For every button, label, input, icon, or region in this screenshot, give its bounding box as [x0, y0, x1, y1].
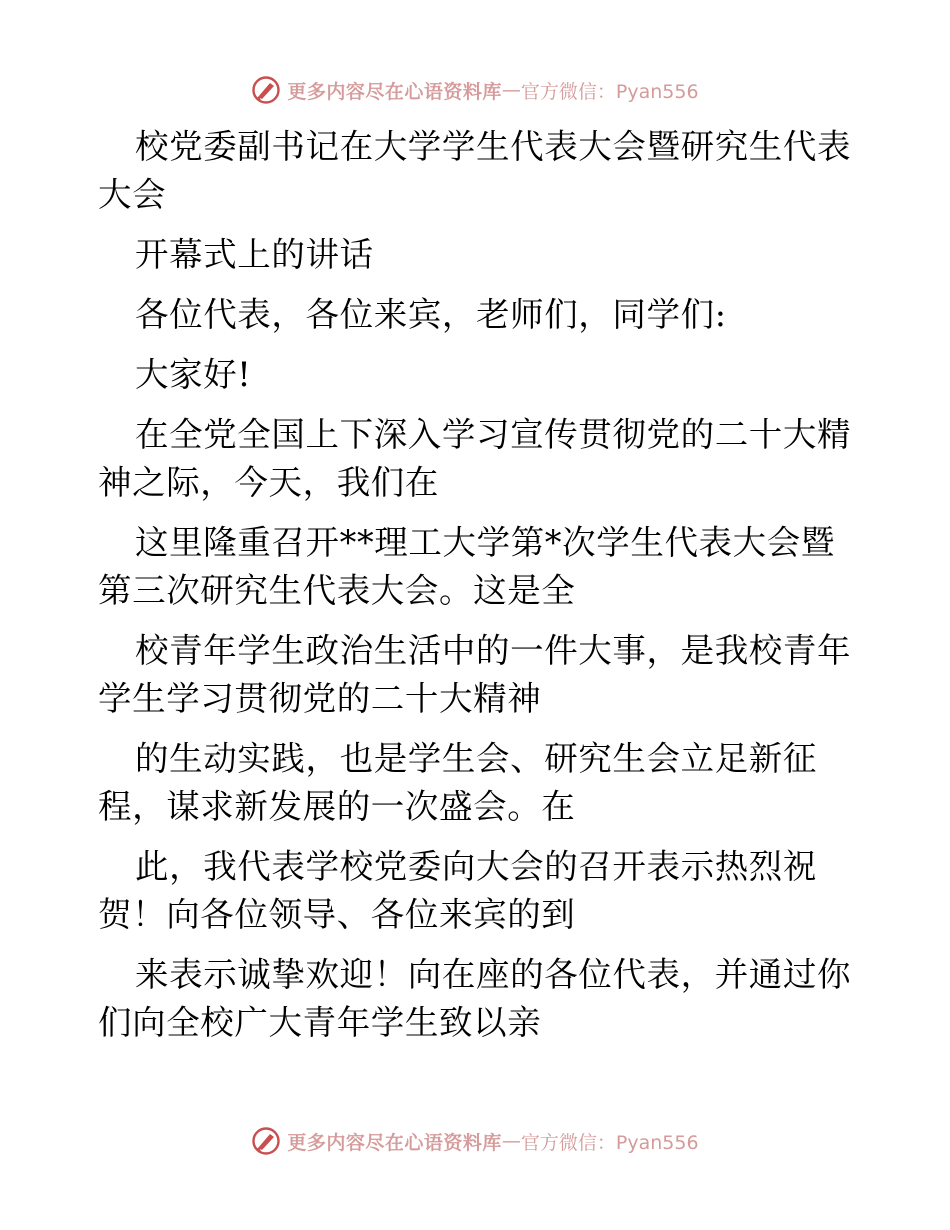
- watermark-account-text: 官方微信：Pyan556: [520, 1131, 699, 1154]
- paragraph-greeting: 大家好!: [135, 355, 252, 394]
- paragraph-title-line-1: 校党委副书记在大学学生代表大会暨研究生代表大会: [98, 127, 852, 214]
- paragraph-body: 此，我代表学校党委向大会的召开表示热烈祝贺！向各位领导、各位来宾的到: [98, 847, 817, 934]
- paragraph-salutation: 各位代表，各位来宾，老师们，同学们:: [135, 295, 727, 334]
- pen-nib-circle-icon: [251, 75, 281, 105]
- watermark-account-text: 官方微信：Pyan556: [520, 80, 699, 103]
- watermark-header: [0, 70, 950, 110]
- paragraph-body: 这里隆重召开**理工大学第*次学生代表大会暨第三次研究生代表大会。这是全: [98, 523, 835, 610]
- watermark-separator: —: [501, 79, 521, 101]
- watermark-brand-text: 更多内容尽在心语资料库: [287, 80, 502, 103]
- watermark-brand-text: 更多内容尽在心语资料库: [287, 1131, 502, 1154]
- paragraph-body: 的生动实践，也是学生会、研究生会立足新征程，谋求新发展的一次盛会。在: [98, 739, 817, 826]
- watermark-separator: —: [501, 1130, 521, 1152]
- paragraph-title-line-2: 开幕式上的讲话: [135, 235, 374, 274]
- paragraph-body: 校青年学生政治生活中的一件大事，是我校青年学生学习贯彻党的二十大精神: [98, 631, 852, 718]
- watermark-footer: [0, 1121, 950, 1161]
- paragraph-body: 在全党全国上下深入学习宣传贯彻党的二十大精神之际，今天，我们在: [98, 415, 852, 502]
- document-body: [98, 123, 858, 1047]
- pen-nib-circle-icon: [251, 1126, 281, 1156]
- paragraph-body: 来表示诚挚欢迎！向在座的各位代表，并通过你们向全校广大青年学生致以亲: [98, 955, 852, 1042]
